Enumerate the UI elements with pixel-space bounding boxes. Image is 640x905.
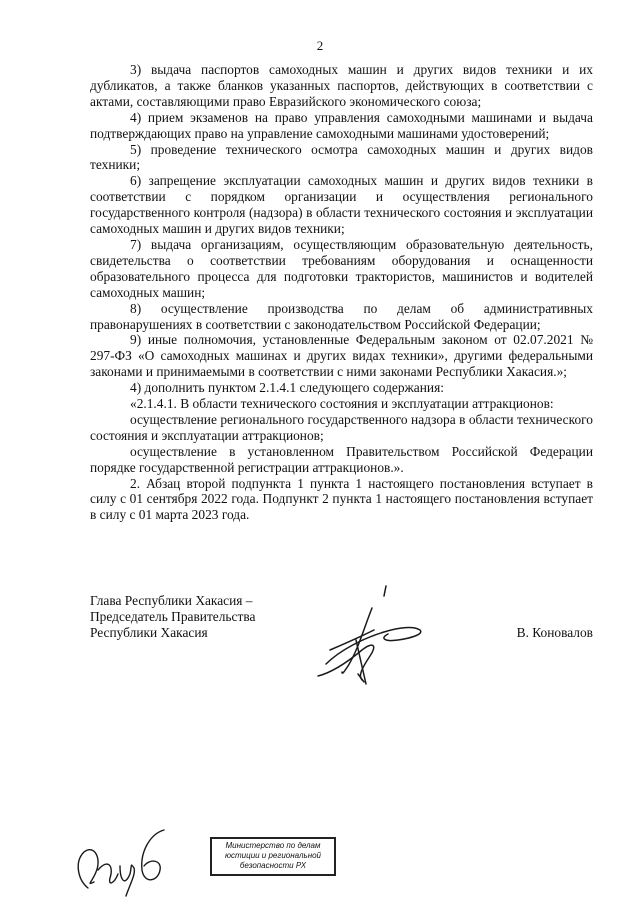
paragraph: 7) выдача организациям, осуществляющим образовательную деятельность, свидетельства о соответствии требованиям оборудования и оснащенности образовательного процесса для подготовки трактористов, машинистов и водителей самоходных машин;: [90, 236, 593, 300]
paragraph: осуществление регионального государственного надзора в области технического состояния и эксплуатации аттракционов;: [90, 411, 593, 443]
handwritten-signature: [300, 580, 450, 692]
paragraph: 3) выдача паспортов самоходных машин и других видов техники и их дубликатов, а также бланков указанных паспортов, действующих в соответствии с актами, составляющими право Евразийского экономического союза;: [90, 62, 593, 109]
stamp-line: безопасности РХ: [239, 861, 307, 870]
signer-title-line: Председатель Правительства: [90, 608, 256, 624]
signer-title-line: Глава Республики Хакасия –: [90, 593, 253, 608]
paragraph: 9) иные полномочия, установленные Федеральным законом от 02.07.2021 № 297-ФЗ «О самоходных машинах и других видах техники», другими федеральными законами и принимаемыми в соответствии с ними законами Республики Хакасия.»;: [90, 332, 593, 380]
signer-title-line: Республики Хакасия: [90, 624, 208, 640]
stamp-line: Министерство по делам: [225, 841, 321, 850]
paragraph: 5) проведение технического осмотра самоходных машин и других видов техники;: [90, 141, 593, 173]
document-body: [90, 62, 593, 523]
stamp-line: юстиции и региональной: [224, 851, 322, 860]
signer-name: В. Коновалов: [516, 625, 593, 640]
paragraph: «2.1.4.1. В области технического состояния и эксплуатации аттракционов:: [130, 396, 554, 412]
page-number: 2: [316, 38, 324, 53]
paragraph: 4) прием экзаменов на право управления самоходными машинами и выдача подтверждающих право на управление самоходными машинами удостоверений;: [90, 109, 593, 141]
registration-stamp: [210, 837, 336, 876]
paragraph: 2. Абзац второй подпункта 1 пункта 1 настоящего постановления вступает в силу с 01 сентября 2022 года. Подпункт 2 пункта 1 настоящего постановления вступает в силу с 01 марта 2023 года.: [90, 475, 593, 523]
paragraph: осуществление в установленном Правительством Российской Федерации порядке государственной регистрации аттракционов.».: [90, 443, 593, 475]
initials-signature: [68, 822, 178, 900]
paragraph: 4) дополнить пунктом 2.1.4.1 следующего содержания:: [130, 380, 444, 396]
paragraph: 6) запрещение эксплуатации самоходных машин и других видов техники в соответствии с порядком организации и осуществления регионального государственного контроля (надзора) в области технического состояния и эксплуатации самоходных машин и других видов техники;: [90, 173, 593, 237]
paragraph: 8) осуществление производства по делам об административных правонарушениях в соответствии с законодательством Российской Федерации;: [90, 300, 593, 332]
